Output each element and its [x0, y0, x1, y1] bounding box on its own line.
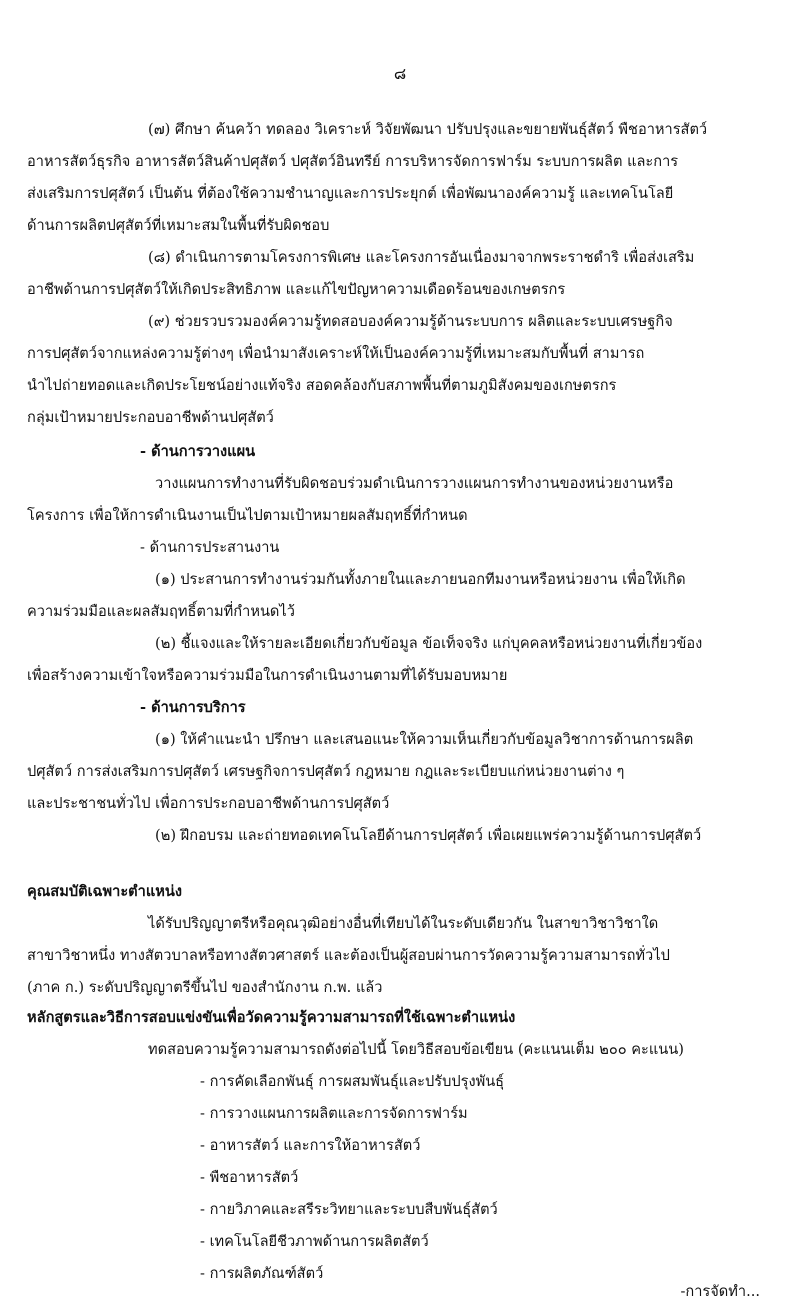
exam-topic: - กายวิภาคและสรีระวิทยาและระบบสืบพันธุ์สัตว์ — [200, 1201, 498, 1218]
exam-topic: - การคัดเลือกพันธุ์ การผสมพันธุ์และปรับปรุงพันธุ์ — [200, 1073, 505, 1090]
duty-7-line-2: อาหารสัตว์ธุรกิจ อาหารสัตว์สินค้าปศุสัตว์ ปศุสัตว์อินทรีย์ การบริหารจัดการฟาร์ม ระบบการผลิต และการ — [27, 153, 679, 170]
service-1-line-3: และประชาชนทั่วไป เพื่อการประกอบอาชีพด้านการปศุสัตว์ — [27, 795, 390, 812]
exam-topic: - การวางแผนการผลิตและการจัดการฟาร์ม — [200, 1105, 468, 1122]
duty-7-line-4: ด้านการผลิตปศุสัตว์ที่เหมาะสมในพื้นที่รับผิดชอบ — [27, 217, 330, 234]
coordination-1-line-1: (๑) ประสานการทำงานร่วมกันทั้งภายในและภายนอกทีมงานหรือหน่วยงาน เพื่อให้เกิด — [155, 571, 686, 588]
planning-line-1: วางแผนการทำงานที่รับผิดชอบร่วมดำเนินการวางแผนการทำงานของหน่วยงานหรือ — [155, 475, 674, 492]
qualifications-line-3: (ภาค ก.) ระดับปริญญาตรีขึ้นไป ของสำนักงาน ก.พ. แล้ว — [27, 979, 383, 996]
qualifications-line-1: ได้รับปริญญาตรีหรือคุณวุฒิอย่างอื่นที่เทียบได้ในระดับเดียวกัน ในสาขาวิชาวิชาใด — [148, 915, 659, 932]
service-heading: - ด้านการบริการ — [140, 699, 246, 716]
page-number: ๘ — [393, 64, 407, 83]
exam-topic: - เทคโนโลยีชีวภาพด้านการผลิตสัตว์ — [200, 1233, 429, 1250]
exam-heading: หลักสูตรและวิธีการสอบแข่งขันเพื่อวัดความรู้ความสามารถที่ใช้เฉพาะตำแหน่ง — [27, 1009, 516, 1026]
duty-8-line-2: อาชีพด้านการปศุสัตว์ให้เกิดประสิทธิภาพ และแก้ไขปัญหาความเดือดร้อนของเกษตรกร — [27, 281, 566, 298]
duty-9-line-4: กลุ่มเป้าหมายประกอบอาชีพด้านปศุสัตว์ — [27, 409, 274, 426]
qualifications-line-2: สาขาวิชาหนึ่ง ทางสัตวบาลหรือทางสัตวศาสตร์ และต้องเป็นผู้สอบผ่านการวัดความรู้ความสามารถทั่วไป — [27, 947, 670, 964]
exam-topic: - การผลิตภัณฑ์สัตว์ — [200, 1265, 324, 1282]
duty-7-line-1: (๗) ศึกษา ค้นคว้า ทดลอง วิเคราะห์ วิจัยพัฒนา ปรับปรุงและขยายพันธุ์สัตว์ พืชอาหารสัตว์ — [148, 121, 708, 138]
duty-9-line-2: การปศุสัตว์จากแหล่งความรู้ต่างๆ เพื่อนำมาสังเคราะห์ให้เป็นองค์ความรู้ที่เหมาะสมกับพื้นที่ สามารถ — [27, 345, 645, 362]
coordination-2-line-1: (๒) ชี้แจงและให้รายละเอียดเกี่ยวกับข้อมูล ข้อเท็จจริง แก่บุคคลหรือหน่วยงานที่เกี่ยวข้อง — [155, 635, 703, 652]
planning-line-2: โครงการ เพื่อให้การดำเนินงานเป็นไปตามเป้าหมายผลสัมฤทธิ์ที่กำหนด — [27, 507, 468, 524]
exam-intro: ทดสอบความรู้ความสามารถดังต่อไปนี้ โดยวิธีสอบข้อเขียน (คะแนนเต็ม ๒๐๐ คะแนน) — [148, 1041, 684, 1058]
service-1-line-1: (๑) ให้คำแนะนำ ปรึกษา และเสนอแนะให้ความเห็นเกี่ยวกับข้อมูลวิชาการด้านการผลิต — [155, 731, 694, 748]
coordination-heading: - ด้านการประสานงาน — [140, 539, 280, 556]
duty-7-line-3: ส่งเสริมการปศุสัตว์ เป็นต้น ที่ต้องใช้ความชำนาญและการประยุกต์ เพื่อพัฒนาองค์ความรู้ และเทคโนโลยี — [27, 185, 674, 202]
exam-topic: - พืชอาหารสัตว์ — [200, 1169, 299, 1186]
service-2-line-1: (๒) ฝึกอบรม และถ่ายทอดเทคโนโลยีด้านการปศุสัตว์ เพื่อเผยแพร่ความรู้ด้านการปศุสัตว์ — [155, 827, 702, 844]
coordination-1-line-2: ความร่วมมือและผลสัมฤทธิ์ตามที่กำหนดไว้ — [27, 603, 295, 620]
qualifications-heading: คุณสมบัติเฉพาะตำแหน่ง — [27, 883, 182, 900]
coordination-2-line-2: เพื่อสร้างความเข้าใจหรือความร่วมมือในการดำเนินงานตามที่ได้รับมอบหมาย — [27, 667, 508, 684]
exam-topic: - อาหารสัตว์ และการให้อาหารสัตว์ — [200, 1137, 421, 1154]
duty-9-line-1: (๙) ช่วยรวบรวมองค์ความรู้ทดสอบองค์ความรู้ด้านระบบการ ผลิตและระบบเศรษฐกิจ — [148, 313, 673, 330]
duty-8-line-1: (๘) ดำเนินการตามโครงการพิเศษ และโครงการอันเนื่องมาจากพระราชดำริ เพื่อส่งเสริม — [148, 249, 695, 266]
continuation-marker: -การจัดทำ... — [680, 1283, 760, 1300]
duty-9-line-3: นำไปถ่ายทอดและเกิดประโยชน์อย่างแท้จริง สอดคล้องกับสภาพพื้นที่ตามภูมิสังคมของเกษตรกร — [27, 377, 617, 394]
service-1-line-2: ปศุสัตว์ การส่งเสริมการปศุสัตว์ เศรษฐกิจการปศุสัตว์ กฎหมาย กฎและระเบียบแก่หน่วยงานต่าง ๆ — [27, 763, 625, 780]
planning-heading: - ด้านการวางแผน — [140, 443, 256, 460]
